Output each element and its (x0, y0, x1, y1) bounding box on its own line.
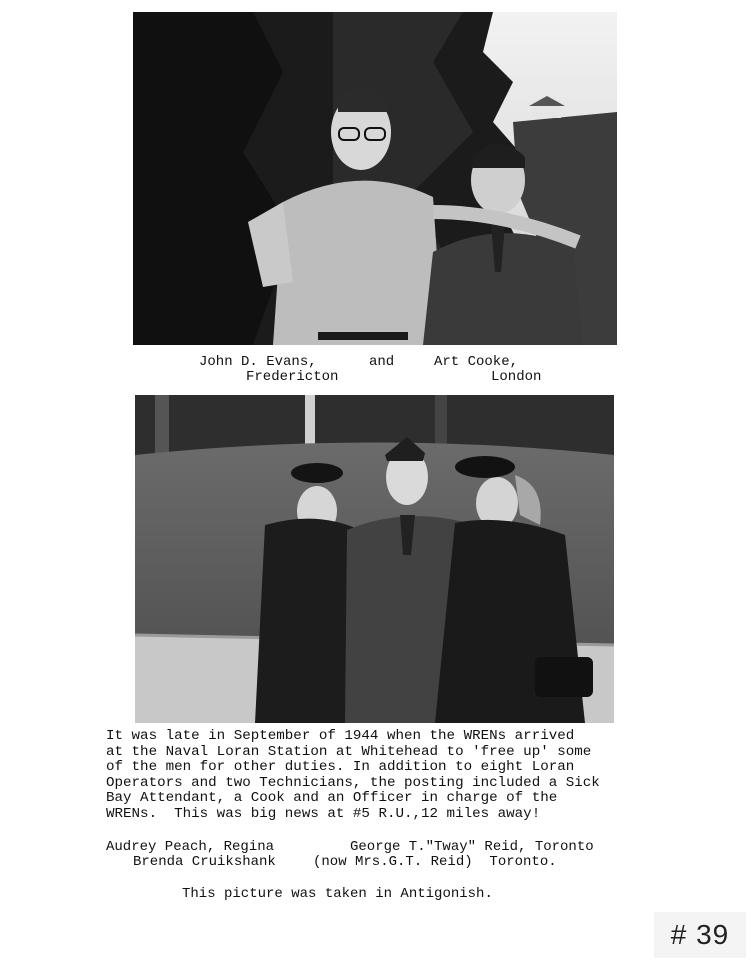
paragraph-line: It was late in September of 1944 when the WRENs arrived (106, 728, 575, 744)
caption-audrey-peach: Audrey Peach, Regina (106, 839, 275, 855)
page-number: # 39 (654, 912, 746, 958)
photo-evans-cooke (133, 12, 617, 345)
paragraph-line: of the men for other duties. In addition to eight Loran (106, 759, 575, 776)
caption-now-mrs-reid: (now Mrs.G.T. Reid) Toronto. (313, 854, 557, 870)
paragraph-line: at the Naval Loran Station at Whitehead to 'free up' some (106, 743, 592, 760)
caption-place-fredericton: Fredericton (246, 369, 339, 385)
paragraph-line: Operators and two Technicians, the posting included a Sick (106, 774, 600, 791)
photo-wrens-group (135, 395, 614, 723)
caption-place-london: London (491, 369, 542, 385)
caption-brenda-cruikshank: Brenda Cruikshank (133, 854, 276, 870)
paragraph-line: WRENs. This was big news at #5 R.U.,12 miles away! (106, 805, 541, 822)
story-paragraph (106, 729, 676, 823)
caption-name-evans: John D. Evans, (199, 354, 317, 370)
footer-note: This picture was taken in Antigonish. (182, 886, 493, 902)
paragraph-line: Bay Attendant, a Cook and an Officer in charge of the (106, 790, 558, 807)
caption-george-reid: George T."Tway" Reid, Toronto (350, 839, 594, 855)
caption-joiner: and (369, 354, 395, 370)
caption-name-cooke: Art Cooke, (434, 354, 519, 370)
